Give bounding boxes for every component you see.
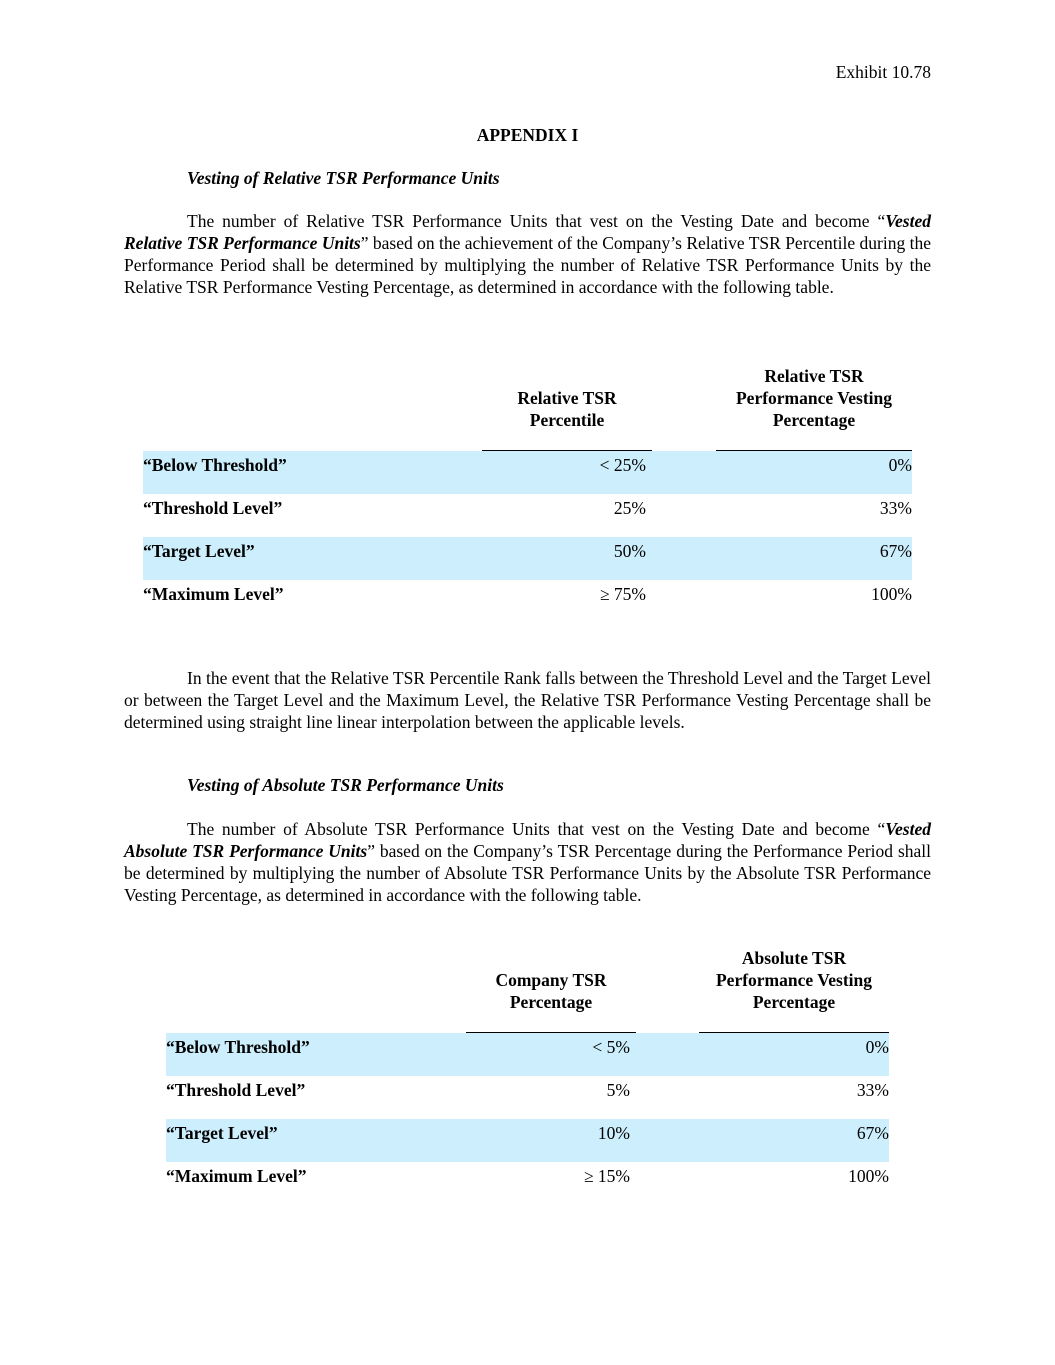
absolute-tsr-paragraph (124, 818, 931, 906)
paragraph-text: The number of Relative TSR Performance Units that vest on the Vesting Date and become “ (187, 211, 886, 231)
section-heading-relative-tsr: Vesting of Relative TSR Performance Units (187, 168, 500, 188)
row-percentile: 50% (613, 541, 646, 561)
table-row (166, 1162, 889, 1205)
row-vesting-percentage: 0% (865, 1037, 889, 1057)
column-header-company-tsr (466, 969, 636, 1013)
header-line: Relative TSR (764, 366, 864, 386)
header-line: Performance Vesting (735, 388, 892, 408)
relative-tsr-paragraph (124, 210, 931, 298)
section-heading-absolute-tsr: Vesting of Absolute TSR Performance Units (187, 775, 504, 795)
row-label: “Target Level” (143, 541, 255, 561)
paragraph-text: ” based on the Company’s TSR Percentage during the Performance Period shall be determined by multiplying the number of Absolute TSR Performance Units by the Absolute TSR Performance Vesting Percentage, as determined in accordance with the following table. (124, 841, 931, 905)
table-row (143, 494, 912, 537)
row-vesting-percentage: 0% (888, 455, 912, 475)
defined-term: Vested Relative TSR Performance Units (124, 211, 931, 253)
column-header-vesting-percentage (716, 365, 912, 431)
paragraph-text: The number of Absolute TSR Performance Units that vest on the Vesting Date and become “ (187, 819, 886, 839)
row-label: “Maximum Level” (166, 1166, 307, 1186)
row-vesting-percentage: 100% (848, 1166, 889, 1186)
paragraph-text: In the event that the Relative TSR Percentile Rank falls between the Threshold Level and the Target Level or between the Target Level and the Maximum Level, the Relative TSR Performance Vesting Percentage shall be determined using straight line linear interpolation between the applicable levels. (124, 668, 931, 732)
table-row (143, 580, 912, 623)
header-line: Performance Vesting (715, 970, 872, 990)
row-label: “Maximum Level” (143, 584, 284, 604)
row-percentile: 25% (613, 498, 646, 518)
appendix-title: APPENDIX I (476, 125, 579, 145)
row-vesting-percentage: 100% (871, 584, 912, 604)
row-vesting-percentage: 33% (879, 498, 912, 518)
row-label: “Below Threshold” (166, 1037, 310, 1057)
header-line: Relative TSR (517, 388, 617, 408)
exhibit-number: Exhibit 10.78 (835, 62, 931, 82)
row-percentile: ≥ 75% (599, 584, 646, 604)
defined-term: Vested Absolute TSR Performance Units (124, 819, 931, 861)
table-row (143, 451, 912, 494)
header-line: Company TSR (495, 970, 607, 990)
row-percentile: < 25% (599, 455, 646, 475)
paragraph-text: ” based on the achievement of the Company’s Relative TSR Percentile during the Performance Period shall be determined by multiplying the number of Relative TSR Performance Units by the Relative TSR Performance Vesting Percentage, as determined in accordance with the following table. (124, 233, 931, 297)
header-line: Percentage (752, 992, 836, 1012)
table-row (143, 537, 912, 580)
table-row (166, 1033, 889, 1076)
column-header-vesting-percentage (699, 947, 889, 1013)
row-vesting-percentage: 67% (856, 1123, 889, 1143)
interpolation-paragraph (124, 667, 931, 733)
row-company-tsr: ≥ 15% (583, 1166, 630, 1186)
header-line: Absolute TSR (741, 948, 847, 968)
row-company-tsr: 10% (597, 1123, 630, 1143)
row-company-tsr: 5% (606, 1080, 630, 1100)
header-line: Percentile (529, 410, 605, 430)
row-company-tsr: < 5% (592, 1037, 630, 1057)
row-label: “Threshold Level” (166, 1080, 306, 1100)
table-row (166, 1119, 889, 1162)
row-vesting-percentage: 67% (879, 541, 912, 561)
header-line: Percentage (509, 992, 593, 1012)
table-row (166, 1076, 889, 1119)
row-label: “Threshold Level” (143, 498, 283, 518)
row-label: “Target Level” (166, 1123, 278, 1143)
row-vesting-percentage: 33% (856, 1080, 889, 1100)
header-line: Percentage (772, 410, 856, 430)
row-label: “Below Threshold” (143, 455, 287, 475)
column-header-percentile (482, 387, 652, 431)
